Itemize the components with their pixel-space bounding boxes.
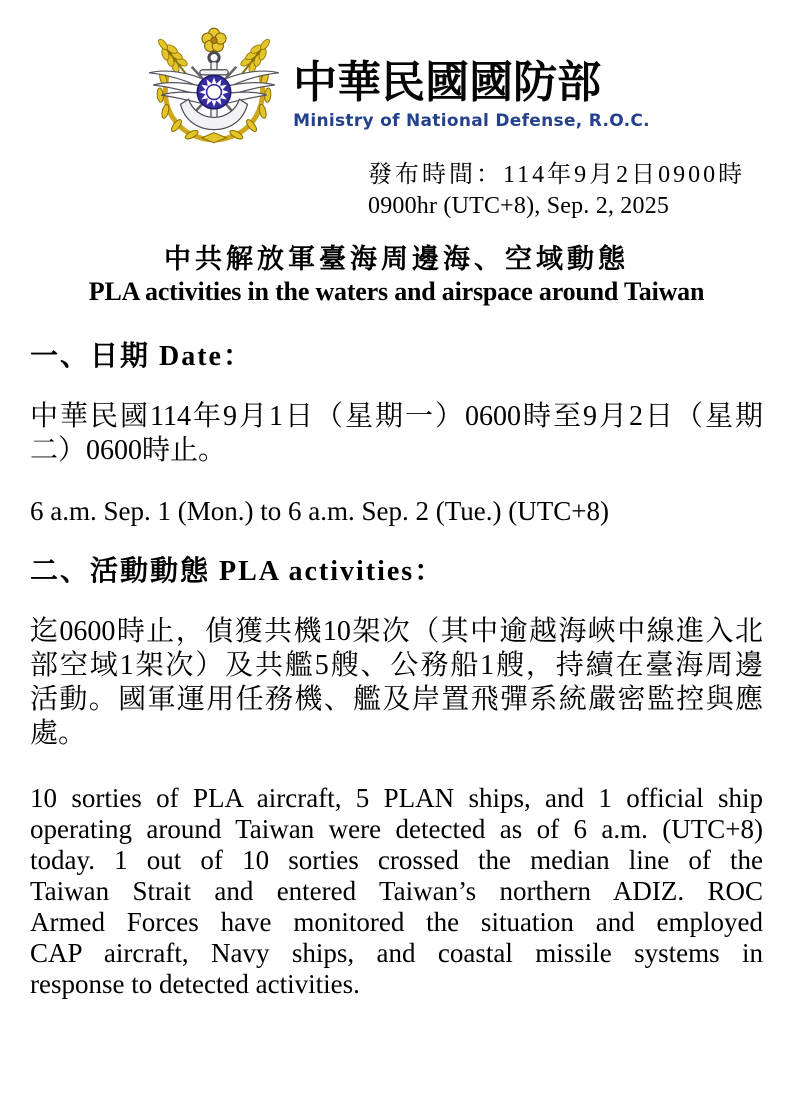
paragraph-line: 迄0600時止，偵獲共機10架次（其中逾越海峽中線進入北 bbox=[30, 616, 763, 647]
plum-blossom-icon bbox=[202, 28, 226, 51]
section-heading-activities: 二、活動動態 PLA activities： bbox=[30, 556, 445, 587]
paragraph-line: 6 a.m. Sep. 1 (Mon.) to 6 a.m. Sep. 2 (Tue.) (UTC+8) bbox=[30, 496, 609, 526]
document-title-zh: 中共解放軍臺海周邊海、空域動態 bbox=[164, 244, 629, 274]
activities-paragraph-zh bbox=[30, 615, 763, 751]
paragraph-line: today. 1 out of 10 sorties crossed the median line of the bbox=[30, 845, 763, 875]
release-time-en: 0900hr (UTC+8), Sep. 2, 2025 bbox=[368, 193, 670, 219]
paragraph-line: 二）0600時止。 bbox=[30, 435, 227, 466]
paragraph-line: 處。 bbox=[30, 718, 87, 749]
paragraph-line: 中華民國114年9月1日（星期一）0600時至9月2日（星期 bbox=[30, 401, 763, 432]
date-paragraph-en bbox=[30, 496, 763, 527]
release-time-zh: 發布時間：114年9月2日0900時 bbox=[368, 162, 746, 188]
mnd-emblem bbox=[143, 24, 285, 148]
date-paragraph-zh bbox=[30, 400, 763, 468]
document-title bbox=[0, 242, 793, 308]
ministry-subtitle-en: Ministry of National Defense, R.O.C. bbox=[293, 110, 650, 131]
section-heading-date: 一、日期 Date： bbox=[30, 341, 253, 372]
ministry-title-zh: 中華民國國防部 bbox=[293, 58, 602, 108]
activities-paragraph-en bbox=[30, 783, 763, 1000]
release-time-block bbox=[368, 160, 763, 222]
document-body bbox=[30, 340, 763, 1000]
paragraph-line: Taiwan Strait and entered Taiwan’s northern ADIZ. ROC bbox=[30, 876, 763, 906]
paragraph-line: Armed Forces have monitored the situation and employed bbox=[30, 907, 763, 937]
sun-disc-icon bbox=[197, 75, 230, 108]
paragraph-line: CAP aircraft, Navy ships, and coastal missile systems in bbox=[30, 938, 763, 968]
header-titles bbox=[293, 59, 650, 131]
paragraph-line: response to detected activities. bbox=[30, 969, 360, 999]
document-title-en: PLA activities in the waters and airspace around Taiwan bbox=[88, 277, 705, 306]
paragraph-line: operating around Taiwan were detected as of 6 a.m. (UTC+8) bbox=[30, 814, 763, 844]
mnd-header bbox=[0, 0, 793, 148]
paragraph-line: 活動。國軍運用任務機、艦及岸置飛彈系統嚴密監控與應 bbox=[30, 684, 763, 715]
paragraph-line: 10 sorties of PLA aircraft, 5 PLAN ships, and 1 official ship bbox=[30, 783, 763, 813]
paragraph-line: 部空域1架次）及共艦5艘、公務船1艘，持續在臺海周邊 bbox=[30, 650, 763, 681]
